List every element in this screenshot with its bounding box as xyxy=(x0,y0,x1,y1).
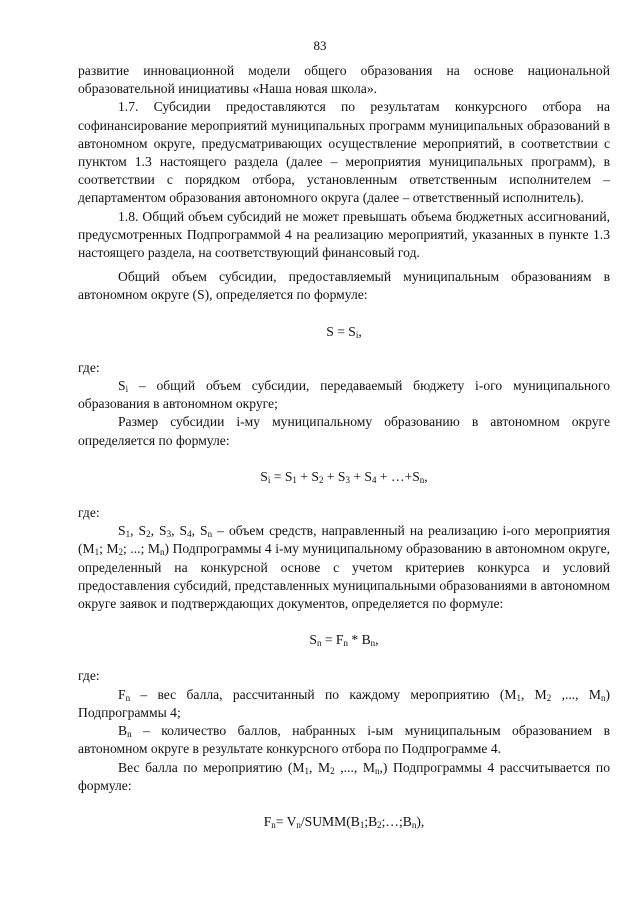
formula-sn: $S_n = F_n * B_n$, xyxy=(309,632,379,649)
formula-total-subsidy: $S = S_i$, xyxy=(326,323,362,340)
page-number: 83 xyxy=(313,38,327,53)
where-label: где: xyxy=(78,668,100,684)
where-label: где: xyxy=(78,359,100,375)
definition-si: $S_i$ – общий объем субсидии, передаваемый бюджету i-ого муниципального образования в автономном округе; xyxy=(78,378,610,412)
paragraph-1-7: 1.7. Субсидии предоставляются по результатам конкурсного отбора на софинансирование мероприятий муниципальных программ муниципальных образований в автономном округе, предусматривающих осуществление мероприятий, в соответствии с пунктом 1.3 настоящего раздела (далее – мероприятия муниципальных программ), в соответствии с порядком отбора, установленным ответственным исполнителем – департаментом образования автономного округа (далее – ответственный исполнитель). xyxy=(78,99,610,206)
paragraph-1-8: 1.8. Общий объем субсидий не может превышать объема бюджетных ассигнований, предусмотренных Подпрограммой 4 на реализацию мероприятий, указанных в пункте 1.3 настоящего раздела, на соответствующий финансовый год. xyxy=(78,208,610,261)
paragraph-total-subsidy: Общий объем субсидии, предоставляемый муниципальным образованиям в автономном округе (S), определяется по формуле: xyxy=(78,269,610,303)
page-content xyxy=(78,62,610,849)
paragraph-point-weight: Вес балла по мероприятию ($M_1$, $M_2$ ,..., $M_n$,) Подпрограммы 4 рассчитывается по формуле: xyxy=(78,759,610,793)
where-label: где: xyxy=(78,505,100,521)
paragraph-subsidy-size: Размер субсидии i-му муниципальному образованию в автономном округе определяется по формуле: xyxy=(78,414,610,448)
formula-subsidy-sum: $S_i = S_1 + S_2 + S_3 + S_4$ + $\dots+S_n$, xyxy=(260,468,428,485)
definition-sn: $S_1$, $S_2$, $S_3$, $S_4$, $S_n$ – объем средств, направленный на реализацию i-ого мероприятия ($M_1$; $M_2$; ...; $M_n$) Подпрограммы 4 i-му муниципальному образованию в автономном округе, определенный на конкурсной основе с учетом критериев конкурса и условий предоставления субсидий, представленных муниципальными образованиями в автономном округе заявок и подтверждающих документов, определяется по формуле: xyxy=(78,523,611,612)
definition-fn: $F_n$ – вес балла, рассчитанный по каждому мероприятию ($M_1$, $M_2$ ,..., $M_n$) Подпрограммы 4; xyxy=(78,686,610,720)
definition-bn: $B_n$ – количество баллов, набранных i-ым муниципальным образованием в автономном округе в результате конкурсного отбора по Подпрограмме 4. xyxy=(78,723,610,757)
paragraph-intro: развитие инновационной модели общего образования на основе национальной образовательной инициативы «Наша новая школа». xyxy=(78,63,610,97)
formula-fn: $F_n=$ $V_n/SUMM(B_1;B_2;\dots;B_n)$, xyxy=(263,813,425,830)
